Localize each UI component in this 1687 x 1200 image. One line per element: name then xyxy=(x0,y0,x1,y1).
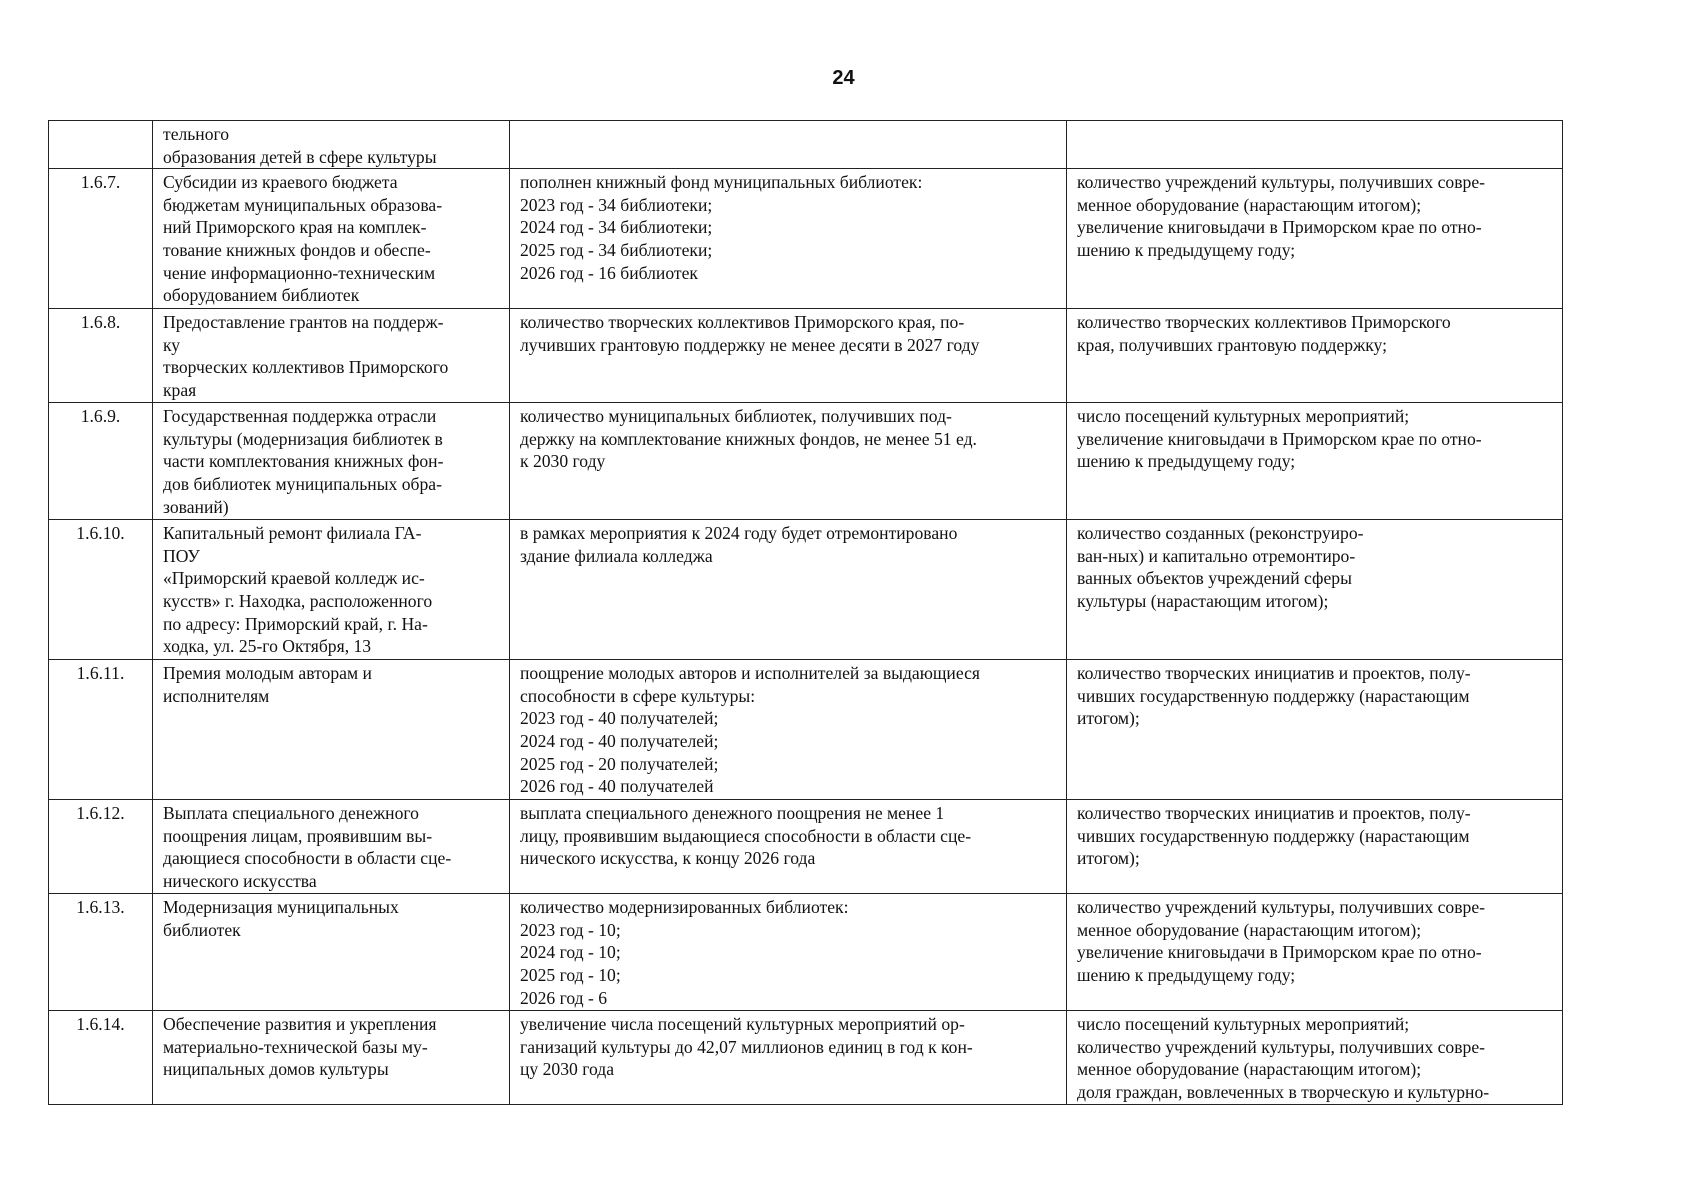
table-row xyxy=(49,309,1563,403)
indicator-cell xyxy=(1067,121,1563,169)
indicator-cell: количество созданных (реконструиро- ван-ных) и капитально отремонтиро- ванных объектов учреждений сферы культуры (нарастающим итогом); xyxy=(1067,520,1563,660)
row-number-cell: 1.6.8. xyxy=(49,309,153,403)
measure-name-cell: Премия молодым авторам и исполнителям xyxy=(153,660,510,800)
measure-name-cell: тельного образования детей в сфере культуры xyxy=(153,121,510,169)
measures-table xyxy=(48,120,1563,1105)
table-row xyxy=(49,403,1563,520)
table-row xyxy=(49,121,1563,169)
row-number-cell: 1.6.12. xyxy=(49,800,153,894)
expected-result-cell: пополнен книжный фонд муниципальных библиотек: 2023 год - 34 библиотеки; 2024 год - 34 библиотеки; 2025 год - 34 библиотеки; 2026 год - 16 библиотек xyxy=(510,169,1067,309)
table-row xyxy=(49,169,1563,309)
expected-result-cell: выплата специального денежного поощрения не менее 1 лицу, проявившим выдающиеся способности в области сце- нического искусства, к концу 2026 года xyxy=(510,800,1067,894)
expected-result-cell: количество творческих коллективов Приморского края, по- лучивших грантовую поддержку не менее десяти в 2027 году xyxy=(510,309,1067,403)
expected-result-cell: количество муниципальных библиотек, получивших под- держку на комплектование книжных фондов, не менее 51 ед. к 2030 году xyxy=(510,403,1067,520)
table-row xyxy=(49,894,1563,1011)
row-number-cell xyxy=(49,121,153,169)
indicator-cell: количество творческих коллективов Приморского края, получивших грантовую поддержку; xyxy=(1067,309,1563,403)
row-number-cell: 1.6.10. xyxy=(49,520,153,660)
measure-name-cell: Капитальный ремонт филиала ГА- ПОУ «Приморский краевой колледж ис- кусств» г. Находка, расположенного по адресу: Приморский край, г. На- ходка, ул. 25-го Октября, 13 xyxy=(153,520,510,660)
page-number: 24 xyxy=(832,67,855,89)
measure-name-cell: Модернизация муниципальных библиотек xyxy=(153,894,510,1011)
indicator-cell: количество творческих инициатив и проектов, полу- чивших государственную поддержку (нарастающим итогом); xyxy=(1067,800,1563,894)
indicator-cell: количество учреждений культуры, получивших совре- менное оборудование (нарастающим итогом); увеличение книговыдачи в Приморском крае по отно- шению к предыдущему году; xyxy=(1067,894,1563,1011)
row-number-cell: 1.6.14. xyxy=(49,1011,153,1105)
indicator-cell: число посещений культурных мероприятий; количество учреждений культуры, получивших совре- менное оборудование (нарастающим итогом); доля граждан, вовлеченных в творческую и культурно- xyxy=(1067,1011,1563,1105)
row-number-cell: 1.6.11. xyxy=(49,660,153,800)
expected-result-cell: в рамках мероприятия к 2024 году будет отремонтировано здание филиала колледжа xyxy=(510,520,1067,660)
expected-result-cell: поощрение молодых авторов и исполнителей за выдающиеся способности в сфере культуры: 2023 год - 40 получателей; 2024 год - 40 получателей; 2025 год - 20 получателей; 2026 год - 40 получателей xyxy=(510,660,1067,800)
measure-name-cell: Обеспечение развития и укрепления материально-технической базы му- ниципальных домов культуры xyxy=(153,1011,510,1105)
table-row xyxy=(49,1011,1563,1105)
indicator-cell: число посещений культурных мероприятий; увеличение книговыдачи в Приморском крае по отно- шению к предыдущему году; xyxy=(1067,403,1563,520)
measure-name-cell: Государственная поддержка отрасли культуры (модернизация библиотек в части комплектования книжных фон- дов библиотек муниципальных обра- зований) xyxy=(153,403,510,520)
measure-name-cell: Выплата специального денежного поощрения лицам, проявившим вы- дающиеся способности в области сце- нического искусства xyxy=(153,800,510,894)
expected-result-cell: количество модернизированных библиотек: 2023 год - 10; 2024 год - 10; 2025 год - 10; 2026 год - 6 xyxy=(510,894,1067,1011)
table-row xyxy=(49,520,1563,660)
row-number-cell: 1.6.7. xyxy=(49,169,153,309)
expected-result-cell: увеличение числа посещений культурных мероприятий ор- ганизаций культуры до 42,07 миллионов единиц в год к кон- цу 2030 года xyxy=(510,1011,1067,1105)
row-number-cell: 1.6.9. xyxy=(49,403,153,520)
row-number-cell: 1.6.13. xyxy=(49,894,153,1011)
table-row xyxy=(49,660,1563,800)
measure-name-cell: Субсидии из краевого бюджета бюджетам муниципальных образова- ний Приморского края на комплек- тование книжных фондов и обеспе- чение информационно-техническим оборудованием библиотек xyxy=(153,169,510,309)
measure-name-cell: Предоставление грантов на поддерж- ку творческих коллективов Приморского края xyxy=(153,309,510,403)
table-row xyxy=(49,800,1563,894)
indicator-cell: количество творческих инициатив и проектов, полу- чивших государственную поддержку (нарастающим итогом); xyxy=(1067,660,1563,800)
indicator-cell: количество учреждений культуры, получивших совре- менное оборудование (нарастающим итогом); увеличение книговыдачи в Приморском крае по отно- шению к предыдущему году; xyxy=(1067,169,1563,309)
expected-result-cell xyxy=(510,121,1067,169)
